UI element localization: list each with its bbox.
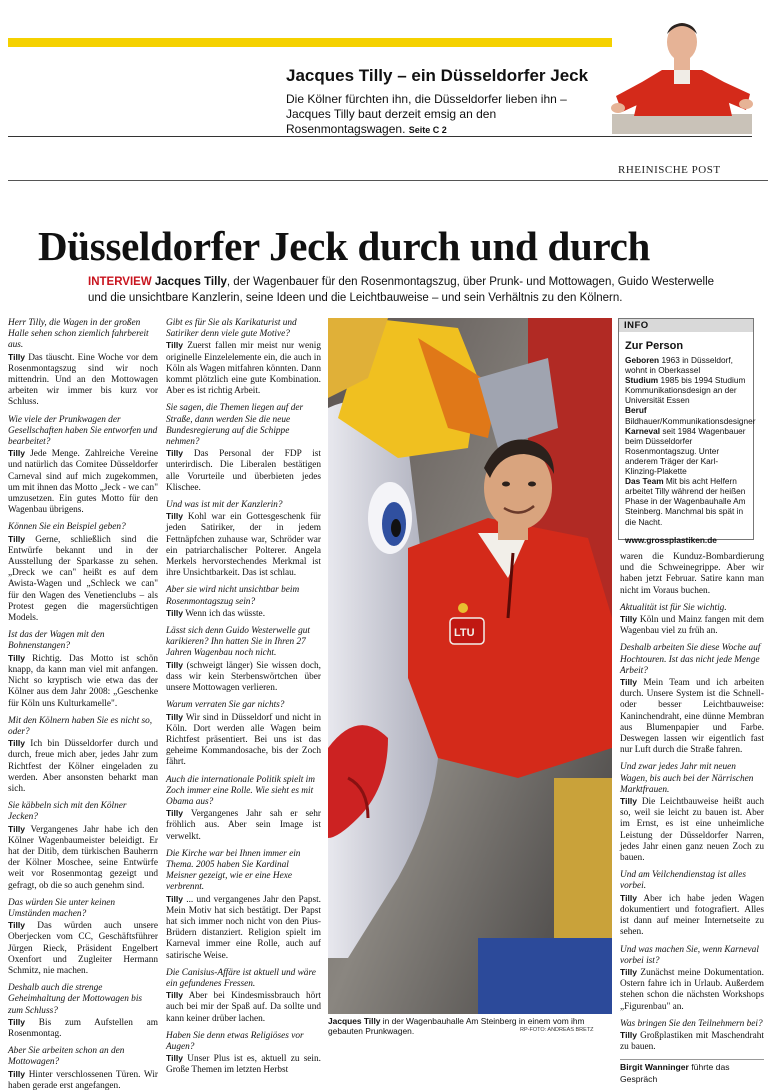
lead-name: Jacques Tilly — [154, 276, 227, 288]
interview-question: Herr Tilly, die Wagen in der großen Halle sehen schon ziemlich fahrbereit aus. — [8, 318, 149, 351]
interview-answer — [8, 352, 158, 409]
interview-question: Warum verraten Sie gar nichts? — [166, 700, 285, 711]
article-column-1 — [8, 318, 159, 1091]
interview-answer — [166, 894, 321, 962]
answer-text: Bis zum Aufstellen am Rosenmontag. — [8, 1017, 159, 1039]
speaker-label: Tilly — [620, 677, 638, 688]
answer-text: Richtig. Das Motto ist schön knapp, da kann man viel mit anfangen. Nicht so kryptisch wie etwa das der Kölner aus dem Jahr 2008: „Geschenke für Köln uns Kulturkamelle". — [8, 653, 159, 709]
interview-answer — [166, 448, 321, 494]
speaker-label: Tilly — [620, 966, 638, 977]
answer-text: Vergangenes Jahr habe ich den Kölner Wagenbaumeister beleidigt. Er hat der Ditib, dem türkischen Bauherrn der Kölner Moschee, seine Entwürfe weit vor Rosenmontag gezeigt und gefragt, ob die so auch genehm sind. — [8, 824, 159, 891]
interview-answer — [166, 712, 321, 769]
speaker-label: Tilly — [166, 711, 184, 722]
answer-text: Zunächst meine Dokumentation. Ostern fahre ich in Urlaub. Außerdem stehen schon die nächsten Workshops „Figurenbau" an. — [620, 967, 765, 1012]
interview-question: Haben Sie denn etwas Religiöses vor Augen? — [166, 1030, 304, 1052]
answer-text: Aber ich habe jeden Wagen dokumentiert und fotografiert. Alles ist dann auf meiner Internetseite zu sehen. — [620, 893, 764, 938]
lead-kicker: INTERVIEW — [88, 276, 152, 288]
info-entry-text: 1985 bis 1994 Studium Kommunikationsdesign an der Universität Essen — [625, 375, 746, 406]
jacket-badge: LTU — [454, 627, 475, 639]
info-entry — [625, 405, 756, 426]
interview-answer — [8, 920, 158, 977]
interview-answer — [166, 511, 321, 579]
info-entry-text: Bildhauer/Kommunikationsdesigner — [625, 415, 756, 426]
photo-caption — [328, 1016, 612, 1036]
info-entry — [625, 355, 747, 375]
interview-question: Die Canisius-Affäre ist aktuell und wäre ein gefundenes Fressen. — [166, 967, 316, 989]
interview-question: Auch die internationale Politik spielt im Zoch immer eine Rolle. Wie sieht es mit Obama aus? — [166, 774, 315, 807]
speaker-label: Tilly — [8, 652, 26, 663]
masthead-rule — [8, 180, 768, 181]
speaker-label: Tilly — [620, 614, 638, 625]
speaker-label: Tilly — [8, 1016, 26, 1027]
lead-text: , der Wagenbauer für den Rosenmontagszug, über Prunk- und Mottowagen, Guido Westerwelle und die unsichtbare Kanzlerin, seine Ideen und die Leichtbauweise – und sein Verhältnis zu den Kölnern. — [88, 276, 715, 304]
answer-text: Hinter verschlossenen Türen. Wir haben gerade erst angefangen. — [8, 1069, 158, 1091]
photo-credit: RP-FOTO: ANDREAS BRETZ — [520, 1027, 594, 1033]
speaker-label: Tilly — [166, 1053, 184, 1064]
answer-text: Wenn ich das wüsste. — [185, 608, 266, 619]
teaser-bottom-rule — [8, 136, 752, 137]
interview-question: Gibt es für Sie als Karikaturist und Satiriker denn viele gute Motive? — [166, 318, 297, 340]
answer-text: Das würden auch unsere Oberjecken vom CC, Geschäftsführer Jürgen Rieck, Präsident Engelbert Oxenfort und Zugleiter Hermann Schmitz, nie machen. — [8, 921, 158, 976]
speaker-label: Tilly — [8, 533, 26, 544]
speaker-label: Tilly — [620, 796, 638, 807]
interview-question: Und am Veilchendienstag ist alles vorbei. — [620, 870, 747, 892]
interview-answer — [8, 534, 158, 625]
interview-answer — [620, 677, 764, 756]
answer-text: Mein Team und ich arbeiten durch. Unsere System ist die Schnell- oder besser Leichtbauweise: Kaninchendraht, eine dünne Membran aus Blumenpapier und Farbe. Deswegen lassen wir eigentlich fast nur Luft durch die Straße fahren. — [620, 678, 765, 756]
interview-question: Mit den Kölnern haben Sie es nicht so, oder? — [8, 715, 153, 737]
info-box-link[interactable]: www.grossplastiken.de — [625, 534, 717, 545]
answer-text: Unser Plus ist es, aktuell zu sein. Große Themen im letzten Herbst — [166, 1054, 321, 1076]
interview-answer — [166, 808, 321, 843]
author-signature — [620, 1059, 764, 1084]
masthead: RHEINISCHE POST — [618, 164, 721, 176]
caption-text: in der Wagenbauhalle Am Steinberg in einem vom ihm gebauten Prunkwagen. — [328, 1016, 585, 1036]
info-entry-label: Karneval — [625, 425, 661, 436]
interview-answer — [620, 1030, 764, 1053]
interview-answer — [166, 660, 321, 695]
interview-answer — [8, 824, 158, 892]
interview-answer — [8, 653, 158, 710]
interview-question: Können Sie ein Beispiel geben? — [8, 522, 126, 533]
speaker-label: Tilly — [166, 659, 184, 670]
speaker-label: Tilly — [166, 990, 184, 1001]
speaker-label: Tilly — [166, 511, 184, 522]
speaker-label: Tilly — [8, 351, 26, 362]
author-name: Birgit Wanninger — [620, 1062, 689, 1073]
column-4-intro: waren die Kunduz-Bombardierung und die Schweinegrippe. Aber wir haben jetzt Februar. Satire kann man nicht im Voraus buchen. — [620, 552, 764, 596]
interview-answer — [620, 967, 764, 1013]
info-box-head: INFO — [619, 319, 753, 332]
answer-text: ... und vergangenes Jahr den Papst. Mein Motiv hat sich bestätigt. Der Papst hat sich immer noch nicht von den Pius-Brüdern distanziert. Religion spielt im Karneval immer eine Rolle, auch auf satirische Weise. — [166, 894, 322, 961]
interview-question: Lässt sich denn Guido Westerwelle gut karikieren? Ihn hatten Sie in Ihren 27 Jahren Wagenbau noch nicht. — [166, 626, 311, 659]
interview-question: Und zwar jedes Jahr mit neuen Wagen, bis auch bei der Närrischen Marktfrauen. — [620, 762, 754, 795]
answer-text: Zuerst fallen mir meist nur wenig originelle Einzelelemente ein, die auch in Köln als Wagen mitfahren könnten. Dann kommt plötzlich eine gute Kombination. Aber es ist richtig Arbeit. — [166, 341, 322, 397]
info-box-body — [619, 355, 756, 527]
teaser-portrait-photo — [612, 4, 752, 134]
interview-answer — [166, 990, 321, 1025]
answer-text: Vergangenes Jahr sah er sehr fröhlich aus. Aber sein Image ist verwelkt. — [166, 809, 322, 842]
interview-question: Sie sagen, die Themen liegen auf der Straße, dann werden Sie die neue Bundesregierung auf die Schippe nehmen? — [166, 403, 304, 448]
info-entry — [625, 426, 747, 476]
info-entry — [625, 476, 747, 526]
info-entry-label: Studium — [625, 375, 659, 386]
info-entry-text: seit 1984 Wagenbauer beim Düsseldorfer Rosenmontagszug. Unter anderem Träger der Karl-Klinzing-Plakette — [625, 425, 746, 477]
caption-name: Jacques Tilly — [328, 1016, 381, 1026]
speaker-label: Tilly — [166, 448, 184, 459]
interview-question: Die Kirche war bei Ihnen immer ein Thema. 2005 haben Sie Kardinal Meisner gezeigt, wie er eine Hexe verbrennt. — [166, 848, 301, 893]
answer-text: Jede Menge. Zahlreiche Vereine und natürlich das Comitee Düsseldorfer Carneval sind auf mich zugekommen, um mit ihnen das Motto „Jeck - we can" umzusetzen. Ein gutes Motto für den Wagenbau übrigens. — [8, 449, 158, 516]
answer-text: Gerne, schließlich sind die Entwürfe bekannt und in der Ausstellung der Sparkasse zu sehen. „Dreck we can" heißt es auf dem Awista-Wagen und „Schleck we can" für den Wagen des Venetienclubs – als Protest gegen die magersüchtigen Models. — [8, 534, 159, 624]
answer-text: Großplastiken mit Maschendraht zu bauen. — [620, 1030, 764, 1053]
interview-answer — [8, 738, 158, 795]
interview-answer — [8, 1069, 158, 1092]
answer-text: Die Leichtbauweise heißt auch so, weil sie leicht zu bauen ist. Aber im Ernst, es ist eine unheimliche Leistung der Düsseldorfer Narren, jedes Jahr einen ganz neuen Zoch zu bauen. — [620, 797, 764, 864]
interview-question: Deshalb arbeiten Sie diese Woche auf Hochtouren. Ist das nicht jede Menge Arbeit? — [620, 643, 761, 676]
answer-text: Aber bei Kindesmissbrauch hört auch bei mir der Spaß auf. Da sollte und kann keiner drüber lachen. — [166, 991, 321, 1024]
interview-answer — [620, 614, 764, 637]
answer-text: Ich bin Düsseldorfer durch und durch, freue mich aber, jedes Jahr zum Richtfest der Kölner eingeladen zu werden. Aber ansonsten beharkt man sich. — [8, 739, 158, 794]
speaker-label: Tilly — [8, 823, 26, 834]
interview-question: Was bringen Sie den Teilnehmern bei? — [620, 1018, 763, 1029]
info-entry — [625, 375, 747, 405]
speaker-label: Tilly — [8, 920, 26, 931]
interview-answer — [620, 796, 764, 864]
interview-answer — [8, 1017, 158, 1040]
info-entry-label: Das Team — [625, 476, 664, 487]
article-lead — [88, 274, 728, 306]
interview-question: Und was ist mit der Kanzlerin? — [166, 500, 283, 511]
speaker-label: Tilly — [8, 738, 26, 749]
interview-answer — [8, 448, 158, 516]
interview-question: Sie käbbeln sich mit den Kölner Jecken? — [8, 801, 127, 823]
teaser-title: Jacques Tilly – ein Düsseldorfer Jeck — [286, 66, 589, 85]
info-entry-label: Geboren — [625, 355, 660, 365]
answer-text: (schweigt länger) Sie wissen doch, dass wir kein Sterbenswörtchen über unsere Mottowagen verlieren. — [166, 660, 321, 694]
speaker-label: Tilly — [166, 340, 184, 351]
speaker-label: Tilly — [620, 892, 638, 903]
interview-question: Wie viele der Prunkwagen der Gesellschaften haben Sie entworfen und bearbeitet? — [8, 414, 158, 448]
teaser-text — [286, 92, 606, 138]
info-entry-label: Beruf — [625, 405, 647, 416]
speaker-label: Tilly — [8, 448, 26, 459]
article-photo — [328, 318, 612, 1014]
interview-answer — [166, 340, 321, 397]
teaser-box — [0, 0, 770, 140]
answer-text: Das täuscht. Eine Woche vor dem Rosenmontagszug sind wir noch mittendrin. Und an den Mottowagen arbeiten wir immer bis kurz vor Schluss. — [8, 352, 158, 408]
speaker-label: Tilly — [620, 1029, 638, 1040]
info-entry-text: Mit bis acht Helfern arbeitet Tilly während der heißen Phase in der Wagenbauhalle Am Steinberg. Manchmal bis spät in die Nacht. — [625, 476, 746, 527]
page-title: Düsseldorfer Jeck durch und durch — [38, 223, 651, 269]
interview-answer — [166, 608, 321, 620]
speaker-label: Tilly — [8, 1068, 26, 1079]
interview-answer — [166, 1053, 321, 1076]
interview-question: Deshalb auch die strenge Geheimhaltung der Mottowagen bis zum Schluss? — [8, 983, 143, 1016]
answer-text: Wir sind in Düsseldorf und nicht in Köln. Dort werden alle Wagen beim Richtfest präsentiert. Bei uns ist das geheime Kommandosache, bis der Zoch fährt. — [166, 712, 321, 768]
speaker-label: Tilly — [166, 808, 184, 819]
speaker-label: Tilly — [166, 607, 184, 618]
interview-question: Aber Sie arbeiten schon an den Mottowagen? — [8, 1046, 125, 1068]
speaker-label: Tilly — [166, 893, 184, 904]
article-column-4 — [620, 552, 765, 1084]
interview-question: Aber sie wird nicht unsichtbar beim Rosenmontagszug sein? — [166, 585, 300, 607]
interview-answer — [620, 893, 764, 939]
info-entry-text: 1963 in Düsseldorf, wohnt in Oberkassel — [625, 355, 733, 376]
answer-text: Kohl war ein Gottesgeschenk für jeden Satiriker, der in jedem Fettnäpfchen zuhause war, Schröder war ein patriarchalischer Polterer. Angela Merkels hervorstechendes Merkmal ist ihre Unsichtbarkeit. Das ist schlau. — [166, 512, 321, 579]
interview-question: Das würden Sie unter keinen Umständen machen? — [8, 897, 116, 919]
article-column-2 — [166, 318, 322, 1076]
interview-question: Und was machen Sie, wenn Karneval vorbei ist? — [620, 944, 759, 966]
answer-text: Das Personal der FDP ist unterirdisch. Die Liberalen bestätigen alle Vorurteile und überbieten jedes Klischee. — [166, 449, 321, 493]
answer-text: Köln und Mainz fangen mit dem Wagenbau viel zu früh an. — [620, 615, 764, 637]
info-box — [618, 318, 756, 545]
teaser-page-ref: Seite C 2 — [408, 125, 447, 135]
teaser-text-body: Die Kölner fürchten ihn, die Düsseldorfer lieben ihn – Jacques Tilly baut derzeit emsig an den Rosenmontagswagen. — [286, 92, 567, 136]
signature-text: führte das Gespräch — [620, 1062, 730, 1084]
interview-question: Ist das der Wagen mit den Bohnenstangen? — [8, 630, 105, 652]
interview-question: Aktualität ist für Sie wichtig. — [620, 602, 727, 613]
info-box-title: Zur Person — [625, 340, 684, 352]
